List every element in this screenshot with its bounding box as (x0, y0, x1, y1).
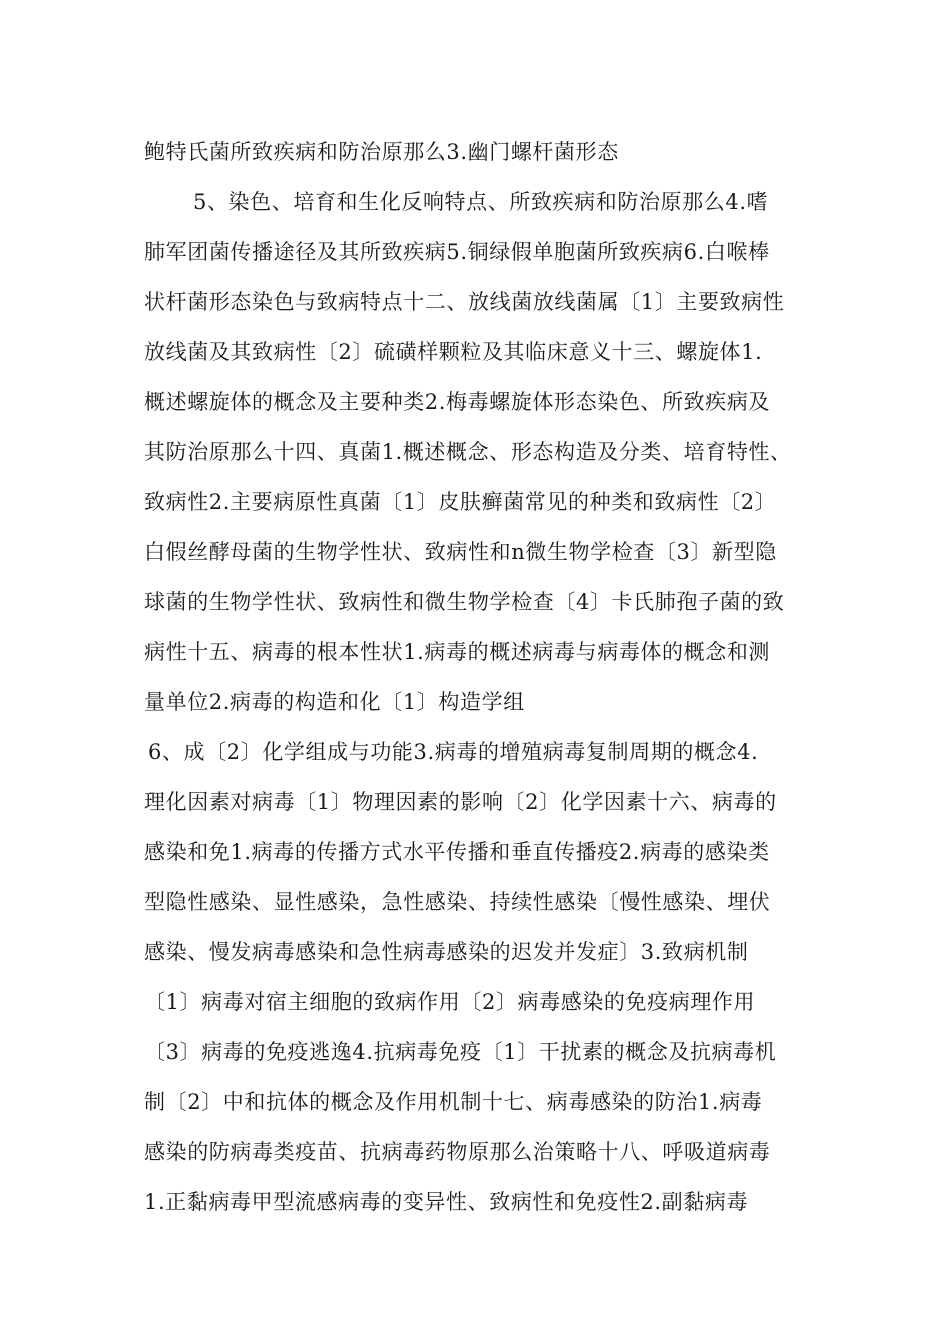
text-line-19: 〔3〕病毒的免疫逃逸4.抗病毒免疫〔1〕干扰素的概念及抗病毒机 (144, 1040, 777, 1064)
text-line-20: 制〔2〕中和抗体的概念及作用机制十七、病毒感染的防治1.病毒 (144, 1090, 763, 1114)
text-line-10: 球菌的生物学性状、致病性和微生物学检查〔4〕卡氏肺孢子菌的致 (144, 590, 785, 614)
text-line-11: 病性十五、病毒的根本性状1.病毒的概述病毒与病毒体的概念和测 (144, 640, 771, 664)
text-line-5: 放线菌及其致病性〔2〕硫磺样颗粒及其临床意义十三、螺旋体1. (144, 340, 763, 364)
text-line-22: 1.正黏病毒甲型流感病毒的变异性、致病性和免疫性2.副黏病毒 (144, 1190, 749, 1214)
text-line-17: 感染、慢发病毒感染和急性病毒感染的迟发并发症〕3.致病机制 (144, 940, 749, 964)
text-line-8: 致病性2.主要病原性真菌〔1〕皮肤癣菌常见的种类和致病性〔2〕 (144, 490, 777, 514)
text-line-13: 6、成〔2〕化学组成与功能3.病毒的增殖病毒复制周期的概念4. (148, 740, 759, 764)
text-line-14: 理化因素对病毒〔1〕物理因素的影响〔2〕化学因素十六、病毒的 (144, 790, 777, 814)
text-line-15: 感染和免1.病毒的传播方式水平传播和垂直传播疫2.病毒的感染类 (144, 840, 770, 864)
text-line-6: 概述螺旋体的概念及主要种类2.梅毒螺旋体形态染色、所致疾病及 (144, 390, 771, 414)
text-line-4: 状杆菌形态染色与致病特点十二、放线菌放线菌属〔1〕主要致病性 (144, 290, 785, 314)
text-line-2: 5、染色、培育和生化反响特点、所致疾病和防治原那么4.嗜 (193, 190, 769, 214)
text-line-16: 型隐性感染、显性感染，急性感染、持续性感染〔慢性感染、埋伏 (144, 890, 771, 914)
text-line-18: 〔1〕病毒对宿主细胞的致病作用〔2〕病毒感染的免疫病理作用 (144, 990, 756, 1014)
text-line-21: 感染的防病毒类疫苗、抗病毒药物原那么治策略十八、呼吸道病毒 (144, 1140, 771, 1164)
text-line-12: 量单位2.病毒的构造和化〔1〕构造学组 (144, 690, 525, 714)
text-line-1: 鲍特氏菌所致疾病和防治原那么3.幽门螺杆菌形态 (144, 140, 619, 164)
text-line-7: 其防治原那么十四、真菌1.概述概念、形态构造及分类、培育特性、 (144, 440, 792, 464)
text-line-3: 肺军团菌传播途径及其所致疾病5.铜绿假单胞菌所致疾病6.白喉棒 (144, 240, 770, 264)
text-line-9: 白假丝酵母菌的生物学性状、致病性和n微生物学检查〔3〕新型隐 (144, 540, 777, 564)
